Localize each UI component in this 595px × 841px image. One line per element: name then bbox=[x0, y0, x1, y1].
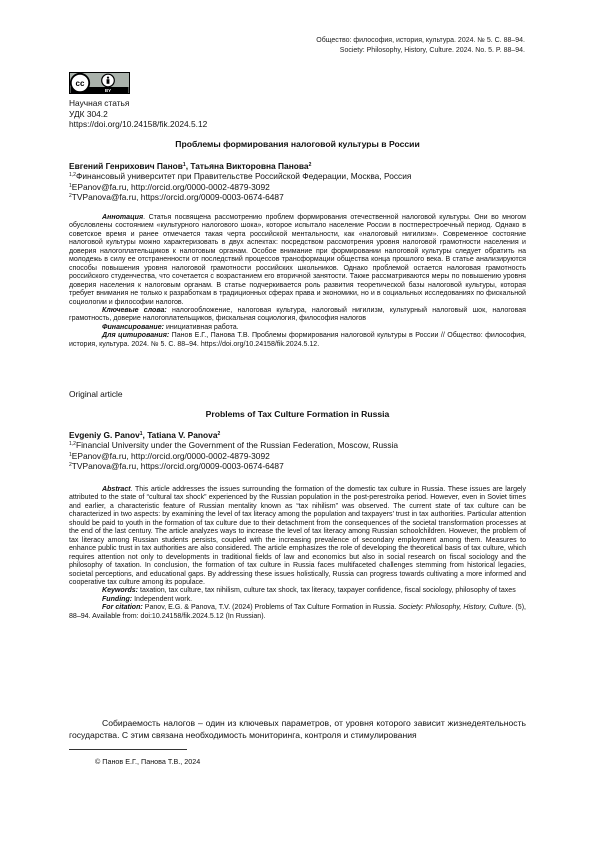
sup: 2 bbox=[69, 193, 72, 200]
funding-label: Funding: bbox=[102, 595, 133, 603]
citation-label: For citation: bbox=[102, 604, 143, 612]
sup: 1 bbox=[69, 182, 72, 189]
article-type: Научная статья bbox=[69, 98, 130, 108]
contact-text[interactable]: EPanov@fa.ru, http://orcid.org/0000-0002-4879-3092 bbox=[71, 181, 270, 192]
sup: 1,2 bbox=[69, 441, 76, 448]
sup: 2 bbox=[308, 162, 312, 168]
keywords-en bbox=[69, 587, 526, 595]
funding-label: Финансирование: bbox=[102, 323, 164, 331]
keywords-ru bbox=[69, 307, 526, 324]
body-text bbox=[69, 717, 526, 741]
article-meta bbox=[69, 98, 207, 130]
affiliation-ru bbox=[69, 171, 526, 181]
contact-text[interactable]: TVPanova@fa.ru, https://orcid.org/0009-0003-0674-6487 bbox=[71, 461, 284, 472]
udk-code: УДК 304.2 bbox=[69, 108, 108, 119]
svg-text:cc: cc bbox=[75, 78, 85, 88]
contact2-ru bbox=[69, 192, 526, 202]
authors-ru bbox=[69, 161, 526, 203]
citation-en bbox=[69, 604, 526, 621]
copyright-note: © Панов Е.Г., Панова Т.В., 2024 bbox=[95, 757, 201, 766]
author2-ru: Татьяна Викторовна Панова bbox=[190, 161, 309, 171]
funding-en bbox=[69, 596, 526, 604]
body-paragraph: Собираемость налогов – один из ключевых параметров, от уровня которого зависит жизнедеятельность государства. С этим связана необходимость мониторинга, контроля и стимулирования bbox=[69, 718, 526, 741]
abstract-label: Abstract bbox=[102, 486, 131, 493]
abstract-paragraph-ru bbox=[69, 214, 526, 307]
author1-en: Evgeniy G. Panov bbox=[69, 430, 140, 440]
contact1-en bbox=[69, 451, 526, 461]
citation-text: Panov, E.G. & Panova, T.V. (2024) Problems of Tax Culture Formation in Russia. bbox=[142, 604, 399, 612]
author-names-ru: Евгений Генрихович Панов$^1$, Татьяна Викторовна Панова$^2$ bbox=[69, 161, 312, 171]
sup: 1 bbox=[139, 431, 143, 437]
citation-journal: Society: Philosophy, History, Culture bbox=[398, 604, 512, 612]
funding-text: Independent work. bbox=[132, 595, 193, 603]
title-en: Problems of Tax Culture Formation in Russia bbox=[205, 409, 390, 419]
sup: 1 bbox=[182, 162, 186, 168]
contact2-en bbox=[69, 461, 526, 471]
author1-ru: Евгений Генрихович Панов bbox=[69, 161, 183, 171]
cc-by-label: BY bbox=[104, 87, 112, 93]
citation-label: Для цитирования: bbox=[102, 332, 170, 340]
citation-text: Панов Е.Г., Панова Т.В. Проблемы формирования налоговой культуры в России // Общество: философия, история, культура. 2024. № 5. С. 88–94. https://doi.org/10.24158/fik.2024.5.12. bbox=[69, 332, 526, 348]
affiliation-en bbox=[69, 440, 526, 450]
header-line-ru: Общество: философия, история, культура. 2024. № 5. С. 88–94. bbox=[316, 37, 525, 44]
sup: 2 bbox=[217, 431, 221, 437]
citation-text: . (5), 88–94. Available from: doi:10.24158/fik.2024.5.12 (In Russian). bbox=[69, 604, 526, 620]
keywords-text: налогообложение, налоговая культура, налоговый нигилизм, культурный налоговый шок, налоговая грамотность, доверие налогоплательщиков, фискальная социология, философия налогов bbox=[69, 306, 526, 323]
abstract-label: Аннотация bbox=[102, 214, 144, 221]
sup: 2 bbox=[69, 462, 72, 469]
author-names-en: Evgeniy G. Panov$^1$, Tatiana V. Panova$^2$ bbox=[69, 430, 221, 440]
cc-by-icon bbox=[69, 72, 130, 94]
abstract-en bbox=[69, 486, 526, 621]
doi-link[interactable]: https://doi.org/10.24158/fik.2024.5.12 bbox=[69, 119, 208, 130]
footnote-divider bbox=[69, 749, 187, 750]
author2-en: Tatiana V. Panova bbox=[147, 430, 218, 440]
sup: 1,2 bbox=[69, 172, 76, 179]
authors-en bbox=[69, 430, 526, 472]
article-type-en: Original article bbox=[69, 389, 123, 399]
contact1-ru bbox=[69, 182, 526, 192]
keywords-label: Keywords: bbox=[102, 587, 139, 595]
sup: 1 bbox=[69, 451, 72, 458]
abstract-text: . Статья посвящена рассмотрению проблем формирования отечественной налоговой культуры. Они во многом обусловлены состоянием «культурного налогового шока», которое испытало население России в постперестроечный период. Однако в советское время и ранее отмечается такая черта российской ментальности, как «налоговый нигилизм». Современное состояние налоговой культуры можно характеризовать в двух аспектах: посредством рассмотрения уровня налоговой грамотности населения и доверия налогоплательщиков к налоговым органам. Особое внимание при формировании налоговой культуры следует обратить на молодежь в силу ее отстраненности от последствий процессов трансформации общества конца прошлого века. В статье анализируются способы повышения уровня налоговой грамотности российских школьников. Однако проблемой остается налоговая грамотность российского студенчества, что сочетается с возрастанием его вторичной занятости. Также рассматриваются меры по повышению уровня доверия населения к налоговым органам. В статье подчеркивается роль развития теоретической базы налоговой культуры, которая требует внимания не только к разработкам в традиционных сферах права и экономики, но и в социальных исследованиях по фискальной социологии и философии налогов. bbox=[69, 214, 526, 306]
title-ru: Проблемы формирования налоговой культуры в России bbox=[175, 139, 420, 149]
citation-ru bbox=[69, 332, 526, 349]
abstract-paragraph-en bbox=[69, 486, 526, 587]
abstract-ru bbox=[69, 214, 526, 349]
contact-text[interactable]: EPanov@fa.ru, http://orcid.org/0000-0002-4879-3092 bbox=[71, 450, 270, 461]
abstract-text: . This article addresses the issues surrounding the formation of the domestic tax culture in Russia. These issues are largely attributed to the state of “cultural tax shock” experienced by the Russian population in the post-perestroika period. However, even in Soviet times and earlier, a characteristic feature of Russian mentality known as “tax nihilism” was observed. The current state of tax culture can be characterized in two aspects: by examining the level of tax literacy among the population and taxpayers’ trust in tax authorities. Particular attention should be paid to youth in the formation of tax culture due to their detachment from the consequences of the societal transformation processes at the end of the last century. The article analyzes ways to increase the level of tax literacy among Russian schoolchildren. However, the problem of tax literacy among Russian students persists, coupled with the increasing prevalence of secondary employment among them. Measures to enhance public trust in tax authorities are also considered. The article emphasizes the role of developing the theoretical basis of tax culture, which requires attention not only to developments in traditional fields of law and economics but also in social research on fiscal sociology and the philosophy of taxation. In conclusion, the formation of tax culture in Russia faces multifaceted challenges stemming from historical legacies, societal perceptions, and educational gaps. By addressing these issues holistically, Russia can progress towards cultivating a more informed and cooperative tax culture among its populace. bbox=[69, 486, 526, 586]
keywords-label: Ключевые слова: bbox=[102, 306, 167, 314]
funding-text: инициативная работа. bbox=[163, 323, 239, 331]
running-header bbox=[105, 36, 525, 56]
affiliation-text: Financial University under the Government of the Russian Federation, Moscow, Russia bbox=[75, 440, 399, 451]
keywords-text: taxation, tax culture, tax nihilism, culture tax shock, tax literacy, taxpayer confidence, fiscal sociology, philosophy of taxes bbox=[138, 587, 516, 595]
header-line-en: Society: Philosophy, History, Culture. 2024. No. 5. P. 88–94. bbox=[339, 47, 525, 54]
contact-text[interactable]: TVPanova@fa.ru, https://orcid.org/0009-0003-0674-6487 bbox=[71, 192, 284, 203]
affiliation-text: Финансовый университет при Правительстве Российской Федерации, Москва, Россия bbox=[75, 171, 412, 182]
